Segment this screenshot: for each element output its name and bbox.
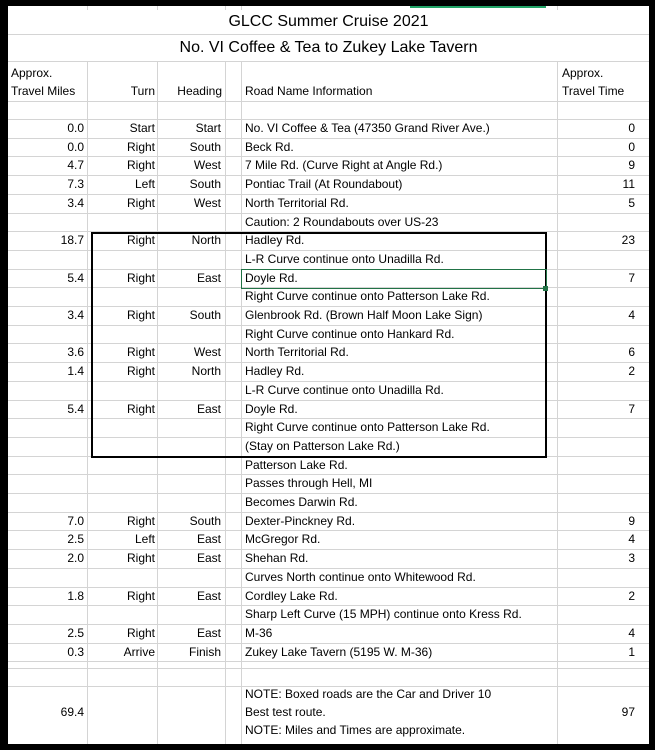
table-row [8,587,649,606]
cell-time[interactable]: 3 [628,551,635,566]
table-row [8,119,649,138]
cell-time[interactable]: 4 [628,532,635,547]
header-turn: Turn [130,84,155,98]
cell-heading[interactable]: West [193,195,221,210]
cell-miles[interactable]: 5.4 [67,270,84,285]
cell-miles[interactable]: 1.4 [67,364,84,379]
table-row [8,493,649,512]
table-row [8,213,649,232]
cell-road[interactable]: 7 Mile Rd. (Curve Right at Angle Rd.) [245,158,443,173]
cell-miles[interactable]: 7.0 [67,513,84,528]
cell-road[interactable]: Beck Rd. [245,139,294,154]
cell-road[interactable]: Patterson Lake Rd. [245,457,348,472]
cell-miles[interactable]: 2.0 [67,551,84,566]
cell-turn[interactable]: Right [126,513,155,528]
cell-road[interactable]: L-R Curve continue onto Unadilla Rd. [245,251,444,266]
cell-turn[interactable]: Left [134,177,155,192]
cell-heading[interactable]: South [189,139,221,154]
table-row [8,138,649,157]
cell-heading[interactable]: North [191,364,221,379]
cell-turn[interactable]: Right [126,551,155,566]
cell-time[interactable]: 7 [628,401,635,416]
note-approximate: NOTE: Miles and Times are approximate. [245,723,466,737]
cell-time[interactable]: 9 [628,513,635,528]
cell-road[interactable]: Curves North continue onto Whitewood Rd. [245,569,476,584]
boxed-route-outline [91,232,547,458]
cell-turn[interactable]: Right [126,588,155,603]
cell-road[interactable]: Doyle Rd. [245,401,298,416]
cell-time[interactable]: 4 [628,625,635,640]
cell-time[interactable]: 11 [622,177,635,192]
cell-time[interactable]: 6 [628,345,635,360]
cell-road[interactable]: Glenbrook Rd. (Brown Half Moon Lake Sign) [245,308,483,322]
cell-turn[interactable]: Right [126,270,155,285]
cell-road[interactable]: Caution: 2 Roundabouts over US-23 [245,214,439,229]
table-row [8,643,649,662]
header-road: Road Name Information [245,84,373,98]
table-row [8,605,649,624]
cell-heading[interactable]: South [189,177,221,192]
cell-miles[interactable]: 18.7 [60,233,84,248]
cell-time[interactable]: 2 [628,364,635,379]
table-row [8,194,649,213]
cell-turn[interactable]: Right [126,401,155,416]
table-row [8,568,649,587]
table-row [8,175,649,194]
cell-road[interactable]: Right Curve continue onto Patterson Lake Rd. [245,420,490,435]
cell-turn[interactable]: Right [126,233,155,248]
cell-road[interactable]: Cordley Lake Rd. [245,588,338,603]
note-best-test-route: Best test route. [245,705,326,719]
cell-time[interactable]: 7 [628,270,635,285]
cell-heading[interactable]: West [193,158,221,173]
table-row [8,156,649,175]
cell-turn[interactable]: Arrive [123,644,155,659]
table-row [8,456,649,475]
title-line-1: GLCC Summer Cruise 2021 [8,10,649,34]
total-time: 97 [621,705,635,719]
cell-miles[interactable]: 7.3 [67,177,84,192]
cell-road[interactable]: Sharp Left Curve (15 MPH) continue onto Kress Rd. [245,607,522,622]
spreadsheet-grid[interactable] [8,6,649,744]
cell-turn[interactable]: Right [126,195,155,210]
row-divider [8,101,649,102]
cell-turn[interactable]: Left [134,532,155,547]
cell-road[interactable]: Hadley Rd. [245,233,305,248]
cell-miles[interactable]: 0.3 [67,644,84,659]
cell-turn[interactable]: Right [126,139,155,154]
header-miles-line-1: Approx. [11,66,53,80]
table-row [8,474,649,493]
cell-road[interactable]: No. VI Coffee & Tea (47350 Grand River Ave.) [245,121,490,135]
title-line-2: No. VI Coffee & Tea to Zukey Lake Tavern [8,35,649,61]
cell-time[interactable]: 9 [628,158,635,173]
cell-heading[interactable]: East [196,270,221,285]
header-time-line-1: Approx. [562,66,604,80]
table-row [8,530,649,549]
row-divider [8,34,649,35]
cell-heading[interactable]: Finish [188,644,221,659]
cell-time[interactable]: 2 [628,588,635,603]
cell-road[interactable]: Right Curve continue onto Patterson Lake Rd. [245,289,490,304]
cell-miles[interactable]: 2.5 [67,532,84,547]
cell-heading[interactable]: East [196,532,221,547]
active-cell-selection[interactable] [241,269,547,289]
selection-indicator [410,6,546,8]
cell-heading[interactable]: South [189,308,221,322]
cell-heading[interactable]: East [196,401,221,416]
cell-miles[interactable]: 3.6 [67,345,84,360]
cell-road[interactable]: Pontiac Trail (At Roundabout) [245,177,403,192]
cell-road[interactable]: (Stay on Patterson Lake Rd.) [245,438,400,453]
cell-miles[interactable]: 0.0 [67,139,84,154]
cell-road[interactable]: Hadley Rd. [245,364,305,379]
row-divider [8,668,649,669]
cell-road[interactable]: North Territorial Rd. [245,195,349,210]
cell-heading[interactable]: South [189,513,221,528]
cell-turn[interactable]: Right [126,308,155,322]
cell-road[interactable]: Passes through Hell, MI [245,476,373,491]
cell-road[interactable]: M-36 [245,625,273,640]
total-miles: 69.4 [60,705,84,719]
cell-road[interactable]: North Territorial Rd. [245,345,349,360]
cell-turn[interactable]: Start [129,121,155,135]
cell-heading[interactable]: East [196,551,221,566]
cell-road[interactable]: L-R Curve continue onto Unadilla Rd. [245,382,444,397]
cell-heading[interactable]: Start [195,121,221,135]
cell-road[interactable]: Shehan Rd. [245,551,309,566]
cell-miles[interactable]: 1.8 [67,588,84,603]
cell-road[interactable]: Becomes Darwin Rd. [245,495,358,509]
cell-heading[interactable]: West [193,345,221,360]
cell-road[interactable]: Dexter-Pinckney Rd. [245,513,356,528]
cell-time[interactable]: 4 [628,308,635,322]
cell-time[interactable]: 23 [621,233,635,248]
header-miles-line-2: Travel Miles [11,84,76,98]
cell-miles[interactable]: 3.4 [67,308,84,322]
cell-miles[interactable]: 0.0 [67,121,84,135]
row-divider [8,61,649,62]
cell-miles[interactable]: 5.4 [67,401,84,416]
cell-heading[interactable]: East [196,625,221,640]
cell-road[interactable]: Doyle Rd. [245,270,298,285]
cell-turn[interactable]: Right [126,625,155,640]
table-row [8,512,649,531]
cell-turn[interactable]: Right [126,158,155,173]
table-row [8,549,649,568]
cell-miles[interactable]: 4.7 [67,158,84,173]
cell-turn[interactable]: Right [126,364,155,379]
cell-heading[interactable]: North [191,233,221,248]
cell-road[interactable]: McGregor Rd. [245,532,321,547]
cell-miles[interactable]: 3.4 [67,195,84,210]
cell-turn[interactable]: Right [126,345,155,360]
cell-miles[interactable]: 2.5 [67,625,84,640]
cell-time[interactable]: 1 [628,644,635,659]
cell-road[interactable]: Zukey Lake Tavern (5195 W. M-36) [245,644,433,659]
cell-time[interactable]: 0 [628,121,635,135]
row-divider [8,661,649,662]
cell-road[interactable]: Right Curve continue onto Hankard Rd. [245,326,455,341]
cell-time[interactable]: 5 [628,195,635,210]
table-row [8,624,649,643]
header-heading: Heading [177,84,222,98]
header-time-line-2: Travel Time [562,84,625,98]
fill-handle[interactable] [543,286,548,291]
note-boxed-roads: NOTE: Boxed roads are the Car and Driver 10 [245,687,492,701]
cell-time[interactable]: 0 [628,139,635,154]
cell-heading[interactable]: East [196,588,221,603]
